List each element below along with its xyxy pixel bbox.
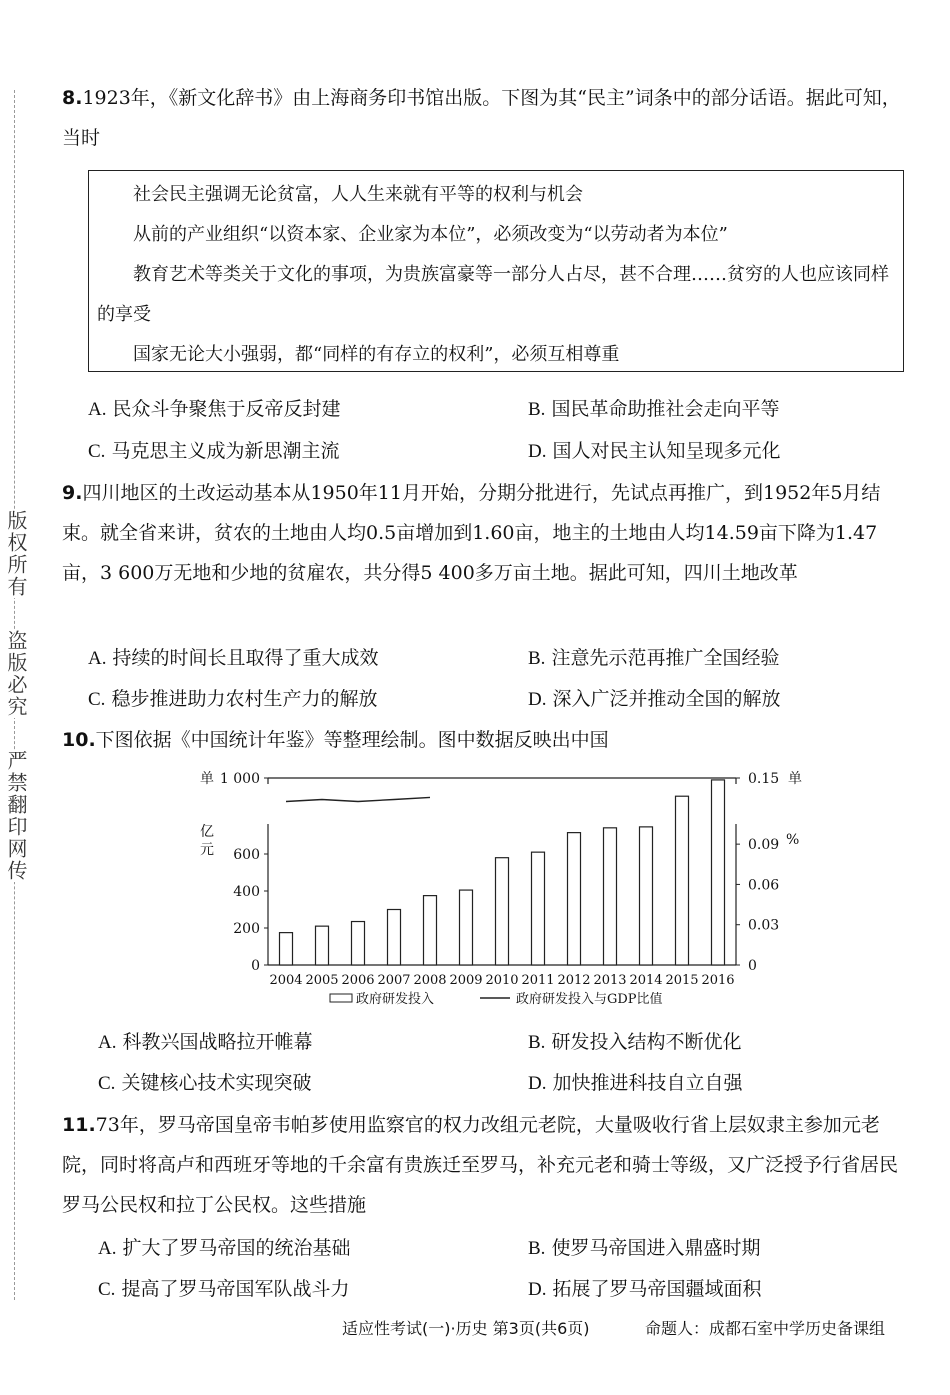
y-left-tick-label: 1 000 xyxy=(219,771,260,787)
option-c[interactable]: C. 马克思主义成为新思潮主流 xyxy=(88,440,340,462)
option-d[interactable]: D. 拓展了罗马帝国疆域面积 xyxy=(528,1278,762,1300)
question-number: 11. xyxy=(62,1114,96,1136)
question-text: 73年，罗马帝国皇帝韦帕芗使用监察官的权力改组元老院，大量吸收行省上层奴隶主参加元老院，同时将高卢和西班牙等地的千余富有贵族迁至罗马，补充元老和骑士等级，又广泛授予行省居民罗马公民权和拉丁公民权。这些措施 xyxy=(62,1114,899,1216)
option-c[interactable]: C. 稳步推进助力农村生产力的解放 xyxy=(88,688,378,710)
bar xyxy=(676,796,689,965)
bar xyxy=(352,922,365,965)
question-11-stem xyxy=(62,1105,910,1225)
option-b[interactable]: B. 注意先示范再推广全国经验 xyxy=(528,647,780,669)
y-left-unit-label: 亿 xyxy=(200,824,214,840)
y-right-tick-label: 0.03 xyxy=(748,917,780,934)
bar xyxy=(712,780,725,965)
bar xyxy=(496,858,509,965)
quote-box xyxy=(88,170,904,372)
legend-line-label: 政府研发投入与GDP比值 xyxy=(516,992,663,1007)
x-tick-label: 2011 xyxy=(521,973,555,988)
question-number: 9. xyxy=(62,482,83,504)
option-d[interactable]: D. 国人对民主认知呈现多元化 xyxy=(528,440,781,462)
page-footer-author: 命题人：成都石室中学历史备课组 xyxy=(645,1319,886,1338)
option-a[interactable]: A. 扩大了罗马帝国的统治基础 xyxy=(98,1237,351,1259)
y-right-tick-label: 0.15 xyxy=(748,771,780,787)
quote-line: 从前的产业组织“以资本家、企业家为本位”，必须改变为“以劳动者为本位” xyxy=(133,224,728,245)
y-left-unit-top: 单 xyxy=(200,771,214,787)
chart-container xyxy=(180,760,820,1020)
option-c[interactable]: C. 提高了罗马帝国军队战斗力 xyxy=(98,1278,350,1300)
page-footer-center: 适应性考试(一)·历史 第3页(共6页) xyxy=(342,1319,590,1338)
question-text: 下图依据《中国统计年鉴》等整理绘制。图中数据反映出中国 xyxy=(95,729,609,751)
bar xyxy=(388,910,401,966)
y-left-tick-label: 400 xyxy=(233,884,260,900)
question-10-stem xyxy=(62,720,910,760)
x-tick-label: 2010 xyxy=(485,973,519,988)
chart-bars xyxy=(280,780,725,965)
quote-line: 社会民主强调无论贫富，人人生来就有平等的权利与机会 xyxy=(133,184,583,205)
question-text: 四川地区的土改运动基本从1950年11月开始，分期分批进行，先试点再推广，到1952年5月结束。就全省来讲，贫农的土地由人均0.5亩增加到1.60亩，地主的土地由人均14.59亩下降为1.47亩，3 600万无地和少地的贫雇农，共分得5 400多万亩土地。据此可知，四川土地改革 xyxy=(62,482,881,584)
x-tick-label: 2005 xyxy=(305,973,339,988)
chart-legend xyxy=(330,991,663,1007)
bar xyxy=(424,896,437,965)
quote-line: 教育艺术等类关于文化的事项，为贵族富豪等一部分人占尽，甚不合理……贫穷的人也应该同样的享受 xyxy=(97,264,889,325)
legend-bar-label: 政府研发投入 xyxy=(356,992,435,1007)
y-right-tick-label: 0.09 xyxy=(748,837,780,854)
bar xyxy=(604,828,617,965)
question-number: 8. xyxy=(62,87,83,109)
option-b[interactable]: B. 国民革命助推社会走向平等 xyxy=(528,398,780,420)
option-d[interactable]: D. 深入广泛并推动全国的解放 xyxy=(528,688,781,710)
option-a[interactable]: A. 科教兴国战略拉开帷幕 xyxy=(98,1031,313,1053)
y-right-tick-label: 0.06 xyxy=(748,877,780,894)
option-b[interactable]: B. 研发投入结构不断优化 xyxy=(528,1031,742,1053)
y-left-tick-label: 200 xyxy=(233,921,260,937)
question-9-stem xyxy=(62,473,910,593)
x-tick-label: 2009 xyxy=(449,973,483,988)
x-tick-label: 2008 xyxy=(413,973,447,988)
y-left-tick-label: 600 xyxy=(233,847,260,863)
y-right-unit-top: 单 xyxy=(788,771,802,787)
option-a[interactable]: A. 持续的时间长且取得了重大成效 xyxy=(88,647,379,669)
x-tick-label: 2016 xyxy=(701,973,735,988)
option-b[interactable]: B. 使罗马帝国进入鼎盛时期 xyxy=(528,1237,761,1259)
x-tick-label: 2004 xyxy=(269,973,303,988)
bar xyxy=(568,833,581,965)
option-a[interactable]: A. 民众斗争聚焦于反帝反封建 xyxy=(88,398,341,420)
y-left-unit-label: 元 xyxy=(200,842,214,858)
side-notice-3: 严禁翻印网传 xyxy=(4,750,28,882)
x-tick-label: 2007 xyxy=(377,973,411,988)
option-c[interactable]: C. 关键核心技术实现突破 xyxy=(98,1072,312,1094)
rd-investment-chart xyxy=(180,760,820,1020)
x-tick-label: 2015 xyxy=(665,973,699,988)
bar xyxy=(280,933,293,965)
legend-bar-swatch xyxy=(330,994,352,1002)
x-tick-label: 2012 xyxy=(557,973,591,988)
side-notice-1: 版权所有 xyxy=(4,510,28,598)
x-tick-label: 2006 xyxy=(341,973,375,988)
question-8-stem xyxy=(62,78,910,158)
side-notice-2: 盗版必究 xyxy=(4,630,28,718)
quote-line: 国家无论大小强弱，都“同样的有存立的权利”，必须互相尊重 xyxy=(133,344,620,365)
y-right-unit-label: % xyxy=(786,832,800,848)
bar xyxy=(316,926,329,965)
y-right-tick-label: 0 xyxy=(748,958,757,974)
option-d[interactable]: D. 加快推进科技自立自强 xyxy=(528,1072,743,1094)
question-text: 1923年，《新文化辞书》由上海商务印书馆出版。下图为其“民主”词条中的部分话语。据此可知，当时 xyxy=(62,87,901,149)
bar xyxy=(640,827,653,965)
y-left-tick-label: 0 xyxy=(251,958,260,974)
question-number: 10. xyxy=(62,729,96,751)
x-tick-label: 2014 xyxy=(629,973,663,988)
bar xyxy=(460,890,473,965)
ratio-line xyxy=(286,797,430,801)
chart-line xyxy=(286,797,430,801)
bar xyxy=(532,852,545,965)
x-tick-label: 2013 xyxy=(593,973,627,988)
